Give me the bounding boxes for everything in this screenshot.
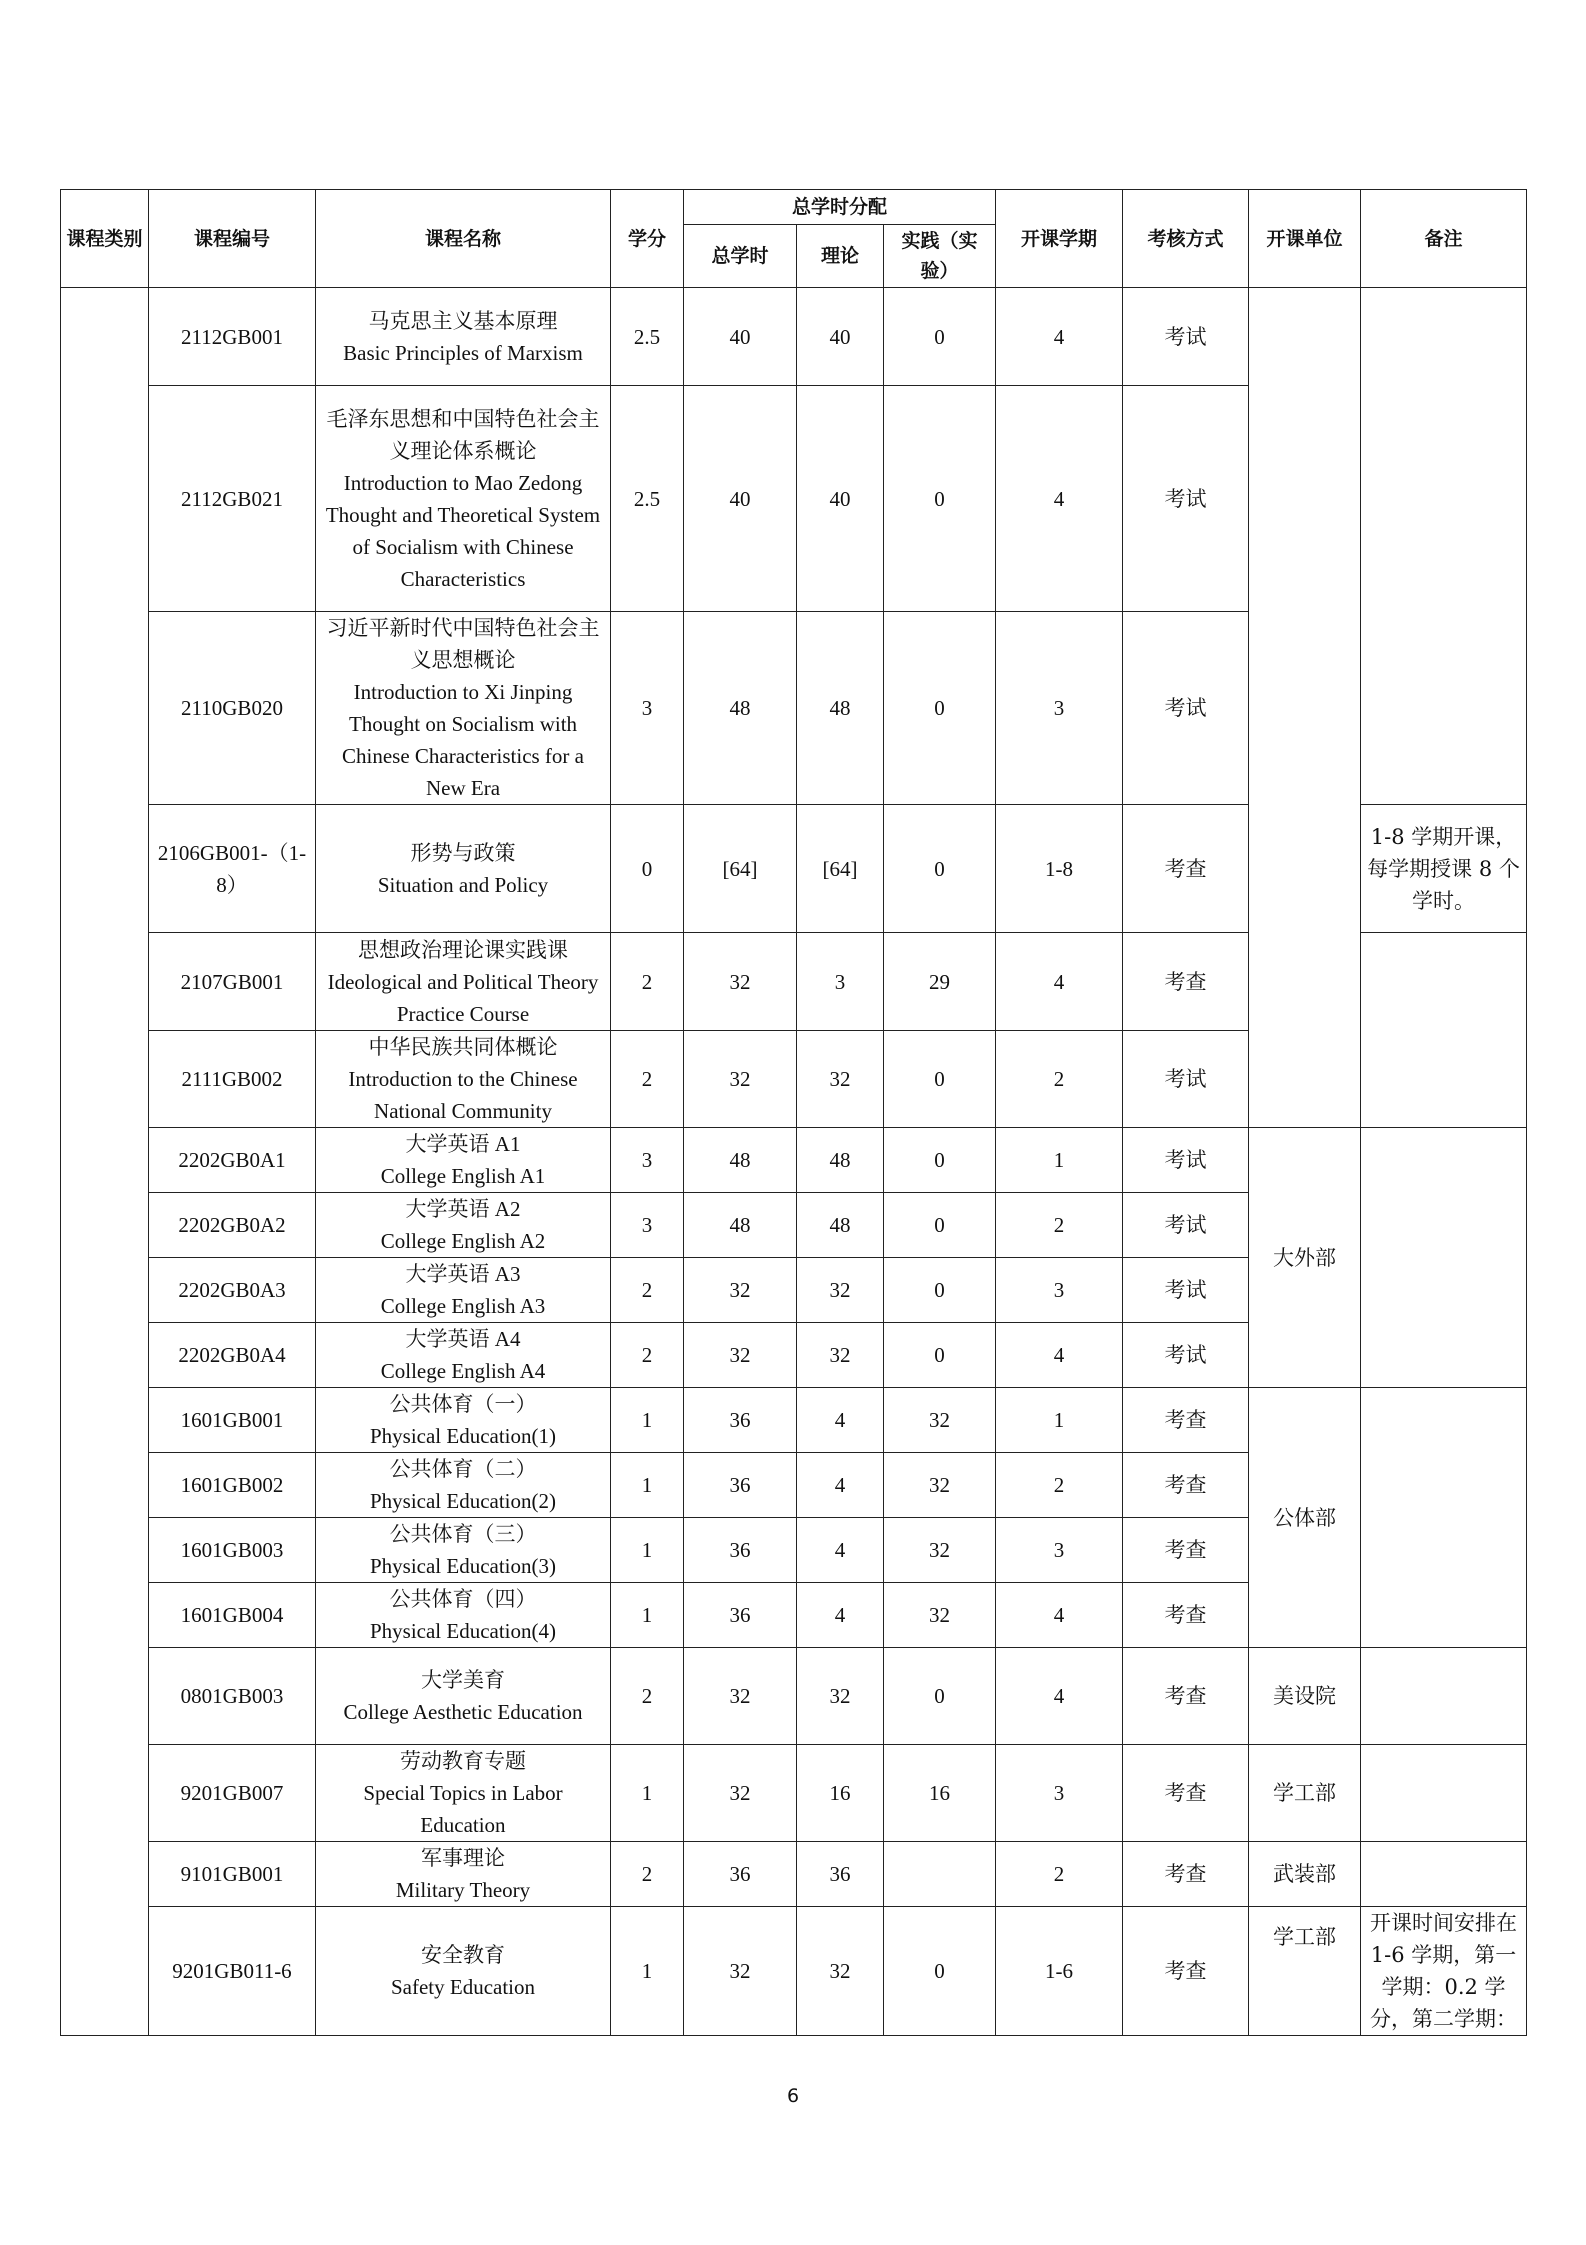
- course-name: [316, 288, 611, 386]
- theory-hours: 48: [797, 612, 884, 805]
- course-name-cn: 毛泽东思想和中国特色社会主义理论体系概论: [326, 406, 600, 463]
- note-cell: [1361, 933, 1527, 1128]
- header-credit: 学分: [611, 190, 684, 288]
- course-name: [316, 1453, 611, 1518]
- table-header: [61, 190, 1527, 288]
- semester: 3: [996, 612, 1123, 805]
- course-name: [316, 1031, 611, 1128]
- course-name-cn: 公共体育（四）: [389, 1587, 537, 1611]
- practice-hours: 0: [884, 1258, 996, 1323]
- course-code: 9201GB007: [149, 1745, 316, 1842]
- course-name: [316, 386, 611, 612]
- course-credit: 1: [611, 1453, 684, 1518]
- note-cell: 1-8 学期开课，每学期授课 8 个学时。: [1361, 805, 1527, 933]
- total-hours: 36: [684, 1842, 797, 1907]
- semester: 4: [996, 1323, 1123, 1388]
- course-name-en: Physical Education(3): [369, 1554, 557, 1578]
- course-name-en: Physical Education(4): [369, 1619, 557, 1643]
- semester: 3: [996, 1258, 1123, 1323]
- course-name-cn: 大学英语 A3: [405, 1262, 521, 1286]
- course-name-cn: 习近平新时代中国特色社会主义思想概论: [326, 616, 600, 672]
- theory-hours: 48: [797, 1193, 884, 1258]
- course-code: 2202GB0A1: [149, 1128, 316, 1193]
- course-name-en: College English A1: [380, 1164, 546, 1188]
- course-credit: 2.5: [611, 386, 684, 612]
- course-name: [316, 933, 611, 1031]
- course-name: [316, 805, 611, 933]
- course-name-en: Military Theory: [395, 1878, 531, 1902]
- course-name-cn: 劳动教育专题: [400, 1749, 526, 1773]
- course-name: [316, 1842, 611, 1907]
- course-name: [316, 1745, 611, 1842]
- course-code: 2110GB020: [149, 612, 316, 805]
- course-name: [316, 1648, 611, 1745]
- course-credit: 3: [611, 1193, 684, 1258]
- semester: 3: [996, 1745, 1123, 1842]
- dept-cell: 武装部: [1249, 1842, 1361, 1907]
- practice-hours: 32: [884, 1518, 996, 1583]
- course-name-cn: 思想政治理论课实践课: [358, 937, 568, 962]
- note-cell: [1361, 1842, 1527, 1907]
- course-credit: 2: [611, 1323, 684, 1388]
- table-row: [61, 1907, 1527, 2036]
- assessment: 考试: [1123, 1031, 1249, 1128]
- course-code: 2106GB001-（1-8）: [149, 805, 316, 933]
- total-hours: 36: [684, 1453, 797, 1518]
- total-hours: 32: [684, 933, 797, 1031]
- practice-hours: 0: [884, 288, 996, 386]
- semester: 2: [996, 1193, 1123, 1258]
- course-name: [316, 1583, 611, 1648]
- course-credit: 0: [611, 805, 684, 933]
- practice-hours: 0: [884, 1648, 996, 1745]
- course-code: 2112GB001: [149, 288, 316, 386]
- assessment: 考试: [1123, 1323, 1249, 1388]
- course-name-en: Basic Principles of Marxism: [343, 340, 583, 365]
- theory-hours: 16: [797, 1745, 884, 1842]
- total-hours: 32: [684, 1323, 797, 1388]
- course-code: 1601GB004: [149, 1583, 316, 1648]
- header-dept: 开课单位: [1249, 190, 1361, 288]
- course-code: 0801GB003: [149, 1648, 316, 1745]
- course-name-cn: 公共体育（一）: [389, 1392, 537, 1416]
- course-name: [316, 1907, 611, 2036]
- table-body: [61, 288, 1527, 2036]
- semester: 1: [996, 1388, 1123, 1453]
- note-cell: [1361, 1745, 1527, 1842]
- course-name-en: Introduction to Xi Jinping Thought on Socialism with Chinese Characteristics for a New Era: [342, 680, 584, 800]
- course-name-cn: 公共体育（三）: [389, 1522, 537, 1546]
- course-credit: 2.5: [611, 288, 684, 386]
- practice-hours: 32: [884, 1453, 996, 1518]
- note-cell: [1361, 1648, 1527, 1745]
- theory-hours: 4: [797, 1388, 884, 1453]
- course-credit: 1: [611, 1388, 684, 1453]
- course-name: [316, 1193, 611, 1258]
- assessment: 考试: [1123, 612, 1249, 805]
- theory-hours: 40: [797, 288, 884, 386]
- header-note: 备注: [1361, 190, 1527, 288]
- assessment: 考查: [1123, 1907, 1249, 2036]
- page-number: 6: [786, 2085, 800, 2107]
- practice-hours: 29: [884, 933, 996, 1031]
- course-credit: 2: [611, 1648, 684, 1745]
- table-row: [61, 1648, 1527, 1745]
- total-hours: 32: [684, 1258, 797, 1323]
- assessment: 考查: [1123, 1518, 1249, 1583]
- total-hours: 36: [684, 1518, 797, 1583]
- table-row: [61, 288, 1527, 386]
- course-name-en: Introduction to Mao Zedong Thought and Theoretical System of Socialism with Chinese Characteristics: [325, 470, 601, 591]
- total-hours: 32: [684, 1648, 797, 1745]
- total-hours: 48: [684, 612, 797, 805]
- course-name: [316, 1518, 611, 1583]
- note-cell: [1361, 288, 1527, 805]
- course-credit: 2: [611, 1842, 684, 1907]
- theory-hours: 48: [797, 1128, 884, 1193]
- dept-cell: 学工部: [1249, 1745, 1361, 1842]
- semester: 4: [996, 1583, 1123, 1648]
- category-cell: [61, 288, 149, 2036]
- course-name-en: Ideological and Political Theory Practice Course: [327, 969, 599, 1026]
- assessment: 考查: [1123, 805, 1249, 933]
- practice-hours: 0: [884, 805, 996, 933]
- table-row: [61, 1842, 1527, 1907]
- course-credit: 3: [611, 1128, 684, 1193]
- course-code: 2111GB002: [149, 1031, 316, 1128]
- practice-hours: 0: [884, 1193, 996, 1258]
- course-credit: 1: [611, 1583, 684, 1648]
- curriculum-table: [60, 189, 1527, 2036]
- theory-hours: [64]: [797, 805, 884, 933]
- course-code: 1601GB003: [149, 1518, 316, 1583]
- course-credit: 2: [611, 1031, 684, 1128]
- table-row: [61, 1388, 1527, 1453]
- assessment: 考查: [1123, 1388, 1249, 1453]
- header-code: 课程编号: [149, 190, 316, 288]
- semester: 1: [996, 1128, 1123, 1193]
- total-hours: 48: [684, 1128, 797, 1193]
- course-credit: 1: [611, 1518, 684, 1583]
- header-assessment: 考核方式: [1123, 190, 1249, 288]
- theory-hours: 4: [797, 1518, 884, 1583]
- semester: 2: [996, 1453, 1123, 1518]
- course-credit: 3: [611, 612, 684, 805]
- table-row: [61, 1745, 1527, 1842]
- assessment: 考查: [1123, 1648, 1249, 1745]
- course-name: [316, 1388, 611, 1453]
- header-total-hours: 总学时: [684, 225, 797, 288]
- practice-hours: 32: [884, 1388, 996, 1453]
- practice-hours: 0: [884, 1128, 996, 1193]
- course-name-cn: 公共体育（二）: [389, 1457, 537, 1481]
- practice-hours: 0: [884, 1031, 996, 1128]
- assessment: 考试: [1123, 1258, 1249, 1323]
- dept-cell: 公体部: [1249, 1388, 1361, 1648]
- semester: 4: [996, 933, 1123, 1031]
- practice-hours: 0: [884, 386, 996, 612]
- course-code: 9201GB011-6: [149, 1907, 316, 2036]
- assessment: 考查: [1123, 1745, 1249, 1842]
- theory-hours: 40: [797, 386, 884, 612]
- course-code: 2202GB0A4: [149, 1323, 316, 1388]
- header-practice: 实践（实验）: [884, 225, 996, 288]
- course-name: [316, 1258, 611, 1323]
- course-code: 1601GB001: [149, 1388, 316, 1453]
- total-hours: 40: [684, 288, 797, 386]
- theory-hours: 36: [797, 1842, 884, 1907]
- course-name-en: Physical Education(1): [369, 1424, 557, 1448]
- course-name-en: College Aesthetic Education: [343, 1700, 583, 1724]
- semester: 1-8: [996, 805, 1123, 933]
- course-name: [316, 612, 611, 805]
- theory-hours: 32: [797, 1031, 884, 1128]
- course-name-cn: 大学英语 A2: [405, 1197, 521, 1221]
- course-name: [316, 1128, 611, 1193]
- course-code: 2202GB0A2: [149, 1193, 316, 1258]
- course-name-cn: 军事理论: [421, 1846, 505, 1870]
- header-hours-group: 总学时分配: [684, 190, 996, 225]
- total-hours: 36: [684, 1583, 797, 1648]
- course-name-en: Situation and Policy: [377, 872, 549, 897]
- course-name-cn: 安全教育: [421, 1943, 505, 1967]
- course-name-en: Safety Education: [390, 1975, 536, 1999]
- semester: 4: [996, 288, 1123, 386]
- semester: 1-6: [996, 1907, 1123, 2036]
- practice-hours: 32: [884, 1583, 996, 1648]
- course-name-cn: 中华民族共同体概论: [368, 1035, 558, 1059]
- total-hours: 36: [684, 1388, 797, 1453]
- table-row: [61, 1128, 1527, 1193]
- total-hours: [64]: [684, 805, 797, 933]
- total-hours: 32: [684, 1745, 797, 1842]
- header-semester: 开课学期: [996, 190, 1123, 288]
- theory-hours: 4: [797, 1453, 884, 1518]
- course-name-cn: 大学英语 A4: [405, 1327, 521, 1351]
- course-name-cn: 形势与政策: [410, 840, 516, 865]
- assessment: 考试: [1123, 1193, 1249, 1258]
- dept-cell: [1249, 288, 1361, 1128]
- practice-hours: 0: [884, 1907, 996, 2036]
- theory-hours: 32: [797, 1323, 884, 1388]
- course-name-en: Special Topics in Labor Education: [363, 1781, 563, 1837]
- total-hours: 32: [684, 1907, 797, 2036]
- semester: 4: [996, 386, 1123, 612]
- theory-hours: 32: [797, 1907, 884, 2036]
- theory-hours: 32: [797, 1258, 884, 1323]
- course-name-cn: 大学英语 A1: [405, 1132, 521, 1156]
- practice-hours: 16: [884, 1745, 996, 1842]
- dept-cell: 美设院: [1249, 1648, 1361, 1745]
- course-code: 2107GB001: [149, 933, 316, 1031]
- course-name-cn: 大学美育: [421, 1668, 505, 1692]
- dept-cell: 学工部: [1249, 1907, 1361, 2036]
- course-name-en: College English A2: [380, 1229, 546, 1253]
- header-category: 课程类别: [61, 190, 149, 288]
- practice-hours: 0: [884, 612, 996, 805]
- course-name-en: College English A3: [380, 1294, 546, 1318]
- assessment: 考查: [1123, 1453, 1249, 1518]
- course-name-en: Introduction to the Chinese National Community: [348, 1067, 578, 1123]
- theory-hours: 3: [797, 933, 884, 1031]
- course-name-cn: 马克思主义基本原理: [368, 308, 558, 333]
- course-name: [316, 1323, 611, 1388]
- assessment: 考查: [1123, 933, 1249, 1031]
- header-name: 课程名称: [316, 190, 611, 288]
- assessment: 考查: [1123, 1842, 1249, 1907]
- note-cell: [1361, 1128, 1527, 1388]
- course-code: 9101GB001: [149, 1842, 316, 1907]
- assessment: 考试: [1123, 1128, 1249, 1193]
- total-hours: 32: [684, 1031, 797, 1128]
- theory-hours: 4: [797, 1583, 884, 1648]
- assessment: 考试: [1123, 288, 1249, 386]
- semester: 2: [996, 1842, 1123, 1907]
- note-cell: 开课时间安排在 1-6 学期，第一学期：0.2 学分，第二学期：: [1361, 1907, 1527, 2036]
- assessment: 考试: [1123, 386, 1249, 612]
- assessment: 考查: [1123, 1583, 1249, 1648]
- course-name-en: College English A4: [380, 1359, 546, 1383]
- course-credit: 1: [611, 1907, 684, 2036]
- course-credit: 1: [611, 1745, 684, 1842]
- note-cell: [1361, 1388, 1527, 1648]
- semester: 4: [996, 1648, 1123, 1745]
- practice-hours: [884, 1842, 996, 1907]
- total-hours: 48: [684, 1193, 797, 1258]
- semester: 2: [996, 1031, 1123, 1128]
- practice-hours: 0: [884, 1323, 996, 1388]
- course-code: 2202GB0A3: [149, 1258, 316, 1323]
- theory-hours: 32: [797, 1648, 884, 1745]
- dept-cell: 大外部: [1249, 1128, 1361, 1388]
- course-code: 2112GB021: [149, 386, 316, 612]
- course-name-en: Physical Education(2): [369, 1489, 557, 1513]
- header-theory: 理论: [797, 225, 884, 288]
- course-credit: 2: [611, 1258, 684, 1323]
- course-code: 1601GB002: [149, 1453, 316, 1518]
- semester: 3: [996, 1518, 1123, 1583]
- course-credit: 2: [611, 933, 684, 1031]
- total-hours: 40: [684, 386, 797, 612]
